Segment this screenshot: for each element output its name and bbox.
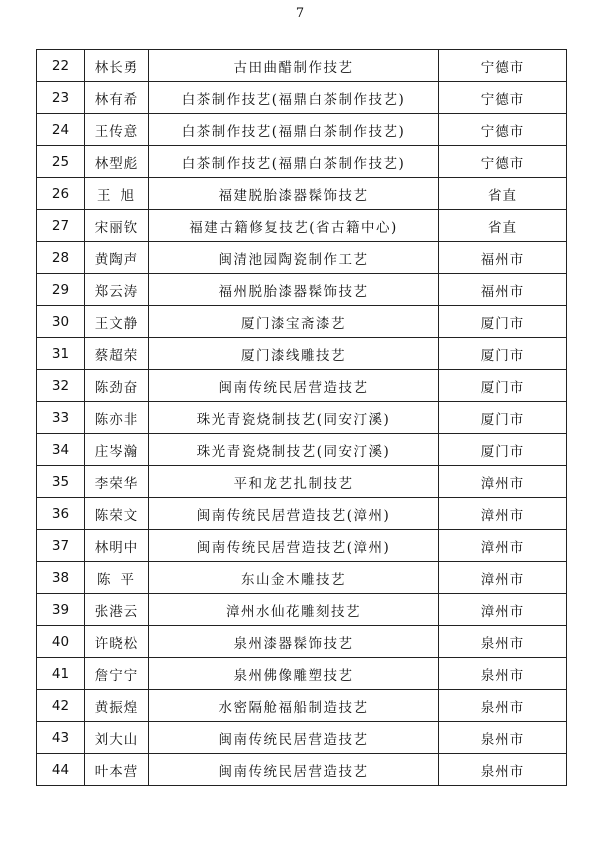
table-row: [37, 466, 567, 498]
row-number-cell: 38: [37, 562, 85, 594]
row-number-cell: 23: [37, 82, 85, 114]
region-cell: 泉州市: [439, 722, 567, 754]
project-cell: 东山金木雕技艺: [149, 562, 439, 594]
table-row: [37, 82, 567, 114]
name-cell: 陈平: [85, 562, 149, 594]
row-number-cell: 37: [37, 530, 85, 562]
row-number-cell: 22: [37, 50, 85, 82]
project-cell: 福建古籍修复技艺(省古籍中心): [149, 210, 439, 242]
table-row: [37, 498, 567, 530]
table-row: [37, 178, 567, 210]
region-cell: 福州市: [439, 242, 567, 274]
project-cell: 闽南传统民居营造技艺: [149, 722, 439, 754]
name-cell: 陈亦非: [85, 402, 149, 434]
region-cell: 漳州市: [439, 466, 567, 498]
project-cell: 白茶制作技艺(福鼎白茶制作技艺): [149, 82, 439, 114]
name-cell: 黄陶声: [85, 242, 149, 274]
name-cell: 张港云: [85, 594, 149, 626]
row-number-cell: 27: [37, 210, 85, 242]
name-cell: 叶本营: [85, 754, 149, 786]
row-number-cell: 40: [37, 626, 85, 658]
name-cell: 郑云涛: [85, 274, 149, 306]
row-number-cell: 30: [37, 306, 85, 338]
table-row: [37, 690, 567, 722]
name-cell: 宋丽钦: [85, 210, 149, 242]
table-row: [37, 626, 567, 658]
name-cell: 詹宁宁: [85, 658, 149, 690]
table-row: [37, 562, 567, 594]
name-cell: 庄岑瀚: [85, 434, 149, 466]
table-row: [37, 242, 567, 274]
region-cell: 厦门市: [439, 434, 567, 466]
name-cell: 林长勇: [85, 50, 149, 82]
project-cell: 漳州水仙花雕刻技艺: [149, 594, 439, 626]
region-cell: 宁德市: [439, 146, 567, 178]
region-cell: 厦门市: [439, 338, 567, 370]
inheritor-table: [36, 49, 567, 786]
project-cell: 平和龙艺扎制技艺: [149, 466, 439, 498]
table-row: [37, 306, 567, 338]
region-cell: 漳州市: [439, 594, 567, 626]
table-row: [37, 530, 567, 562]
region-cell: 漳州市: [439, 498, 567, 530]
row-number-cell: 34: [37, 434, 85, 466]
name-cell: 李荣华: [85, 466, 149, 498]
table-row: [37, 658, 567, 690]
row-number-cell: 41: [37, 658, 85, 690]
region-cell: 漳州市: [439, 562, 567, 594]
table-row: [37, 210, 567, 242]
table-row: [37, 434, 567, 466]
row-number-cell: 33: [37, 402, 85, 434]
region-cell: 厦门市: [439, 402, 567, 434]
region-cell: 泉州市: [439, 658, 567, 690]
project-cell: 泉州佛像雕塑技艺: [149, 658, 439, 690]
project-cell: 白茶制作技艺(福鼎白茶制作技艺): [149, 146, 439, 178]
table-row: [37, 402, 567, 434]
table-row: [37, 50, 567, 82]
region-cell: 省直: [439, 178, 567, 210]
project-cell: 闽清池园陶瓷制作工艺: [149, 242, 439, 274]
project-cell: 厦门漆宝斋漆艺: [149, 306, 439, 338]
region-cell: 福州市: [439, 274, 567, 306]
row-number-cell: 24: [37, 114, 85, 146]
name-cell: 许晓松: [85, 626, 149, 658]
row-number-cell: 32: [37, 370, 85, 402]
region-cell: 漳州市: [439, 530, 567, 562]
project-cell: 白茶制作技艺(福鼎白茶制作技艺): [149, 114, 439, 146]
name-cell: 陈劲奋: [85, 370, 149, 402]
project-cell: 闽南传统民居营造技艺(漳州): [149, 530, 439, 562]
region-cell: 宁德市: [439, 82, 567, 114]
name-cell: 蔡超荣: [85, 338, 149, 370]
table-row: [37, 114, 567, 146]
table-row: [37, 338, 567, 370]
project-cell: 福建脱胎漆器髹饰技艺: [149, 178, 439, 210]
row-number-cell: 28: [37, 242, 85, 274]
project-cell: 厦门漆线雕技艺: [149, 338, 439, 370]
name-cell: 陈荣文: [85, 498, 149, 530]
table-row: [37, 754, 567, 786]
table-row: [37, 594, 567, 626]
region-cell: 宁德市: [439, 114, 567, 146]
region-cell: 省直: [439, 210, 567, 242]
region-cell: 泉州市: [439, 754, 567, 786]
project-cell: 珠光青瓷烧制技艺(同安汀溪): [149, 402, 439, 434]
name-cell: 林有希: [85, 82, 149, 114]
table-row: [37, 722, 567, 754]
row-number-cell: 44: [37, 754, 85, 786]
project-cell: 闽南传统民居营造技艺: [149, 754, 439, 786]
region-cell: 厦门市: [439, 306, 567, 338]
name-cell: 王旭: [85, 178, 149, 210]
row-number-cell: 39: [37, 594, 85, 626]
project-cell: 闽南传统民居营造技艺(漳州): [149, 498, 439, 530]
inheritor-table-body: [37, 50, 567, 786]
name-cell: 林明中: [85, 530, 149, 562]
project-cell: 珠光青瓷烧制技艺(同安汀溪): [149, 434, 439, 466]
row-number-cell: 26: [37, 178, 85, 210]
table-row: [37, 146, 567, 178]
row-number-cell: 42: [37, 690, 85, 722]
name-cell: 黄振煌: [85, 690, 149, 722]
table-row: [37, 370, 567, 402]
name-cell: 王传意: [85, 114, 149, 146]
name-cell: 王文静: [85, 306, 149, 338]
row-number-cell: 36: [37, 498, 85, 530]
row-number-cell: 25: [37, 146, 85, 178]
row-number-cell: 29: [37, 274, 85, 306]
region-cell: 厦门市: [439, 370, 567, 402]
table-row: [37, 274, 567, 306]
region-cell: 泉州市: [439, 690, 567, 722]
row-number-cell: 35: [37, 466, 85, 498]
project-cell: 泉州漆器髹饰技艺: [149, 626, 439, 658]
project-cell: 水密隔舱福船制造技艺: [149, 690, 439, 722]
row-number-cell: 43: [37, 722, 85, 754]
project-cell: 福州脱胎漆器髹饰技艺: [149, 274, 439, 306]
region-cell: 宁德市: [439, 50, 567, 82]
name-cell: 林型彪: [85, 146, 149, 178]
page-number: 7: [295, 6, 305, 21]
row-number-cell: 31: [37, 338, 85, 370]
name-cell: 刘大山: [85, 722, 149, 754]
project-cell: 古田曲醋制作技艺: [149, 50, 439, 82]
region-cell: 泉州市: [439, 626, 567, 658]
project-cell: 闽南传统民居营造技艺: [149, 370, 439, 402]
